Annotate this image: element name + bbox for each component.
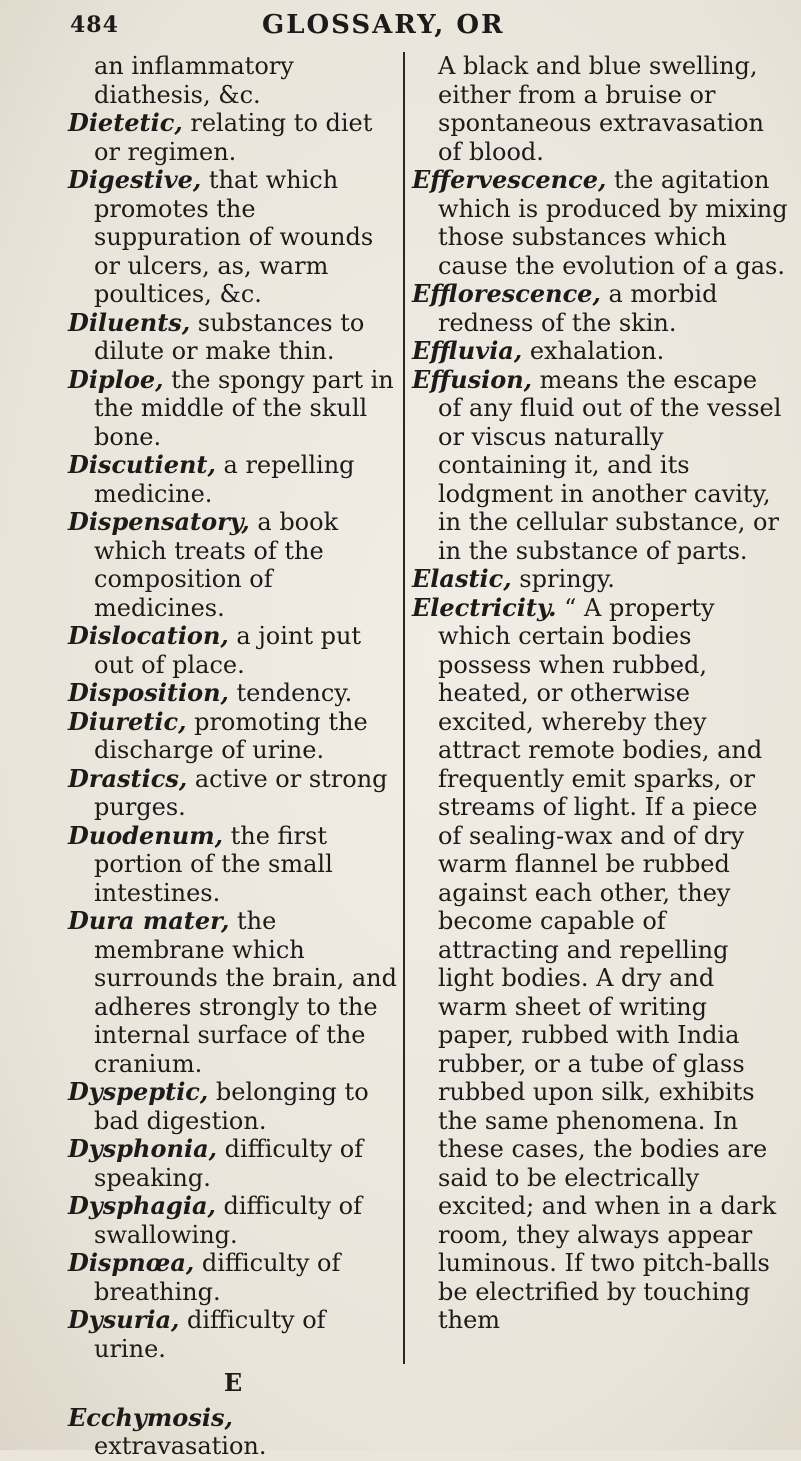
glossary-entry [68,1135,398,1192]
glossary-entry [68,708,398,765]
glossary-definition: A black and blue swelling, either from a bruise or spontaneous extravasation of blood. [438,52,764,166]
glossary-definition: the first portion of the small intestines. [94,821,333,907]
glossary-entry [68,366,398,452]
glossary-definition: active or strong purges. [94,764,388,821]
glossary-term: Diluents, [68,307,191,337]
glossary-definition: relating to diet or regimen. [94,109,373,166]
glossary-term: Digestive, [68,165,202,194]
glossary-term: Effusion, [412,364,533,394]
left-column [68,52,398,1461]
glossary-columns [0,52,801,1460]
glossary-definition: means the escape of any fluid out of the vessel or viscus naturally containing it, and its lodgment in another cavity, in the cellular substance, or in the substance of parts. [438,365,782,565]
glossary-entry [412,366,788,566]
glossary-entry [68,451,398,508]
glossary-term: Drastics, [68,763,188,793]
glossary-entry [412,337,788,366]
glossary-entry [68,1404,398,1461]
glossary-term: Elastic, [412,564,512,593]
glossary-definition: difficulty of speaking. [94,1135,364,1192]
glossary-entry [68,1078,398,1135]
glossary-definition: the membrane which surrounds the brain, and adheres strongly to the internal surface of the cranium. [94,907,397,1078]
glossary-definition: a book which treats of the composition of medicines. [94,508,339,622]
glossary-term: Effervescence, [412,165,607,194]
glossary-definition: the agitation which is produced by mixing those substances which cause the evolution of a gas. [438,166,788,280]
glossary-definition: tendency. [228,679,353,707]
glossary-entry [68,907,398,1078]
glossary-term: Dietetic, [68,108,183,137]
glossary-entry [68,822,398,908]
glossary-term: Duodenum, [68,820,223,850]
glossary-entry [68,52,398,109]
glossary-entry [412,166,788,280]
glossary-entry [68,309,398,366]
glossary-term: Dysuria, [68,1305,180,1334]
glossary-definition: difficulty of swallowing. [94,1192,362,1249]
glossary-definition: exhalation. [522,337,665,365]
glossary-definition: difficulty of breathing. [94,1249,341,1306]
glossary-term: Electricity. [412,592,557,622]
glossary-entry [68,1369,398,1398]
glossary-definition: “ A property which certain bodies possess when rubbed, heated, or otherwise excited, whereby they attract remote bodies, and frequently emit sparks, or streams of light. If a piece of sealing-wax and of dry warm flannel be rubbed against each other, they become capable of attracting and repelling light bodies. A dry and warm sheet of writing paper, rubbed with India rubber, or a tube of glass rubbed upon silk, exhibits the same phenomena. In these cases, the bodies are said to be electrically excited; and when in a dark room, they always appear luminous. If two pitch-balls be electrified by touching them [438,593,777,1334]
glossary-definition: an inflammatory diathesis, &c. [94,52,294,109]
glossary-definition: promoting the discharge of urine. [94,707,368,764]
glossary-entry [68,679,398,708]
glossary-entry [68,1249,398,1306]
glossary-definition: substances to dilute or make thin. [94,308,365,365]
glossary-term: Dura mater, [68,906,230,935]
glossary-entry [68,109,398,166]
glossary-term: Dysphonia, [68,1134,217,1163]
glossary-definition: belonging to bad digestion. [94,1078,369,1135]
glossary-term: Dislocation, [68,621,229,650]
glossary-entry [68,1306,398,1363]
glossary-term: Disposition, [68,678,229,707]
glossary-definition: a repelling medicine. [94,451,355,508]
glossary-definition: that which promotes the suppuration of wounds or ulcers, as, warm poultices, &c. [94,166,374,308]
column-divider [403,52,405,1364]
glossary-term: Ecchymosis, [68,1402,233,1432]
glossary-entry [412,52,788,166]
glossary-term: Efflorescence, [412,279,601,308]
glossary-definition: a joint put out of place. [94,622,362,679]
right-column [412,52,788,1335]
glossary-definition: springy. [511,565,615,593]
glossary-term: E [223,1368,243,1397]
glossary-definition: a morbid redness of the skin. [438,280,718,337]
glossary-entry [68,622,398,679]
glossary-term: Discutient, [68,450,216,479]
page-number: 484 [70,12,119,38]
running-head: GLOSSARY, OR [262,10,505,40]
glossary-term: Effluvia, [412,336,523,365]
glossary-entry [412,594,788,1335]
glossary-entry [68,1192,398,1249]
page-header [0,6,801,46]
glossary-term: Dispnœa, [68,1248,195,1277]
glossary-entry [412,565,788,594]
glossary-definition: the spongy part in the middle of the skull bone. [94,365,394,451]
glossary-term: Dispensatory, [68,507,250,536]
glossary-definition: difficulty of urine. [94,1306,326,1363]
glossary-entry [68,166,398,309]
glossary-entry [68,508,398,622]
glossary-term: Dysphagia, [68,1191,216,1220]
glossary-entry [68,765,398,822]
glossary-definition: extravasation. [94,1432,267,1460]
glossary-term: Diuretic, [68,706,187,736]
glossary-term: Dyspeptic, [68,1077,209,1106]
glossary-term: Diploe, [68,364,164,394]
glossary-entry [412,280,788,337]
